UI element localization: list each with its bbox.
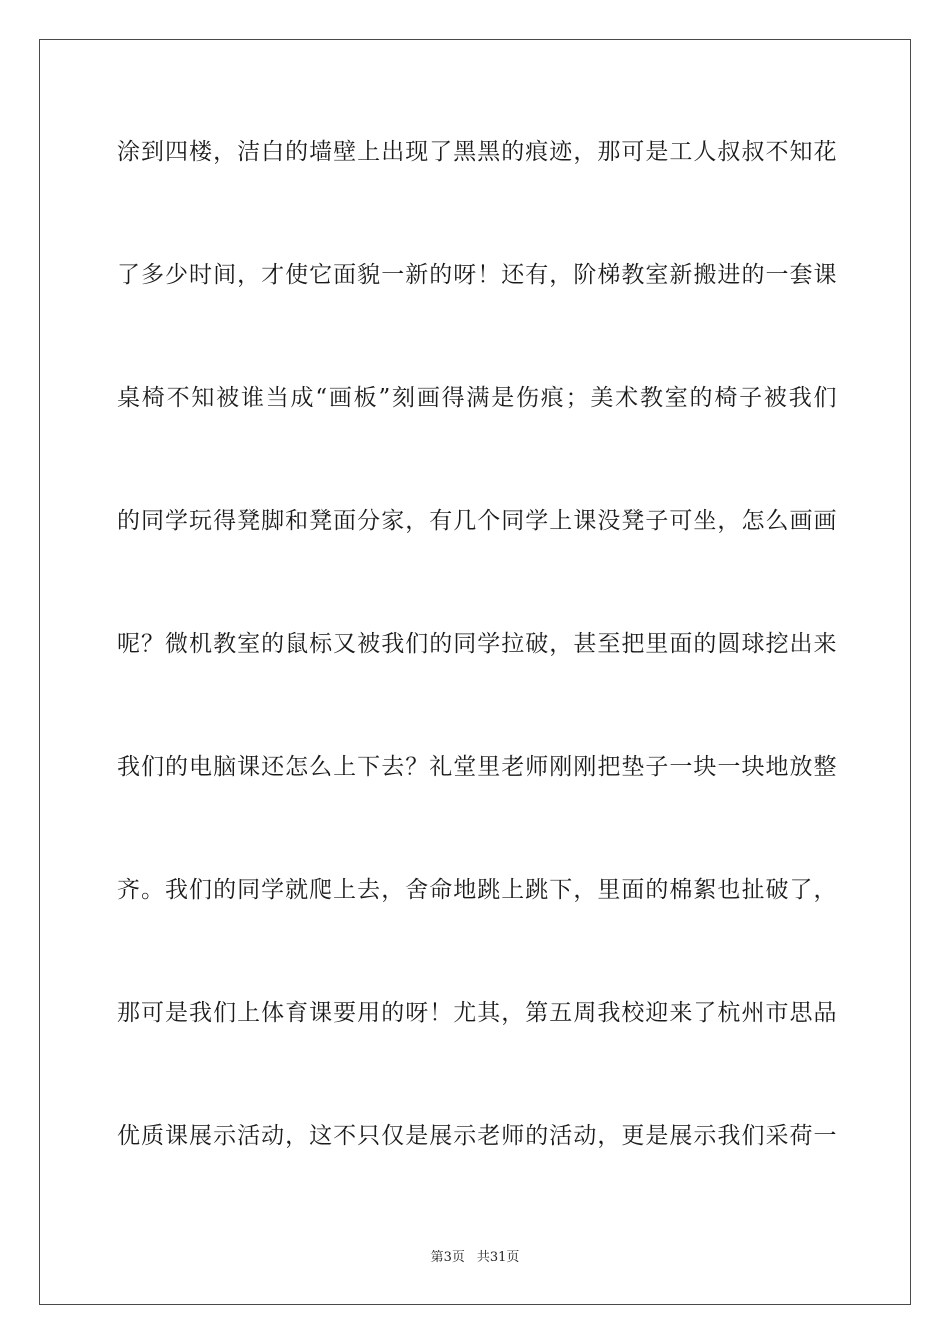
text-line-7: 齐。我们的同学就爬上去，舍命地跳上跳下，里面的棉絮也扯破了， [117,877,837,903]
text-line-4: 的同学玩得凳脚和凳面分家，有几个同学上课没凳子可坐，怎么画画 [117,508,837,534]
text-line-5: 呢？微机教室的鼠标又被我们的同学拉破，甚至把里面的圆球挖出来 [117,631,837,657]
text-line-3: 桌椅不知被谁当成“画板”刻画得满是伤痕；美术教室的椅子被我们 [117,385,837,411]
text-line-2: 了多少时间，才使它面貌一新的呀！还有，阶梯教室新搬进的一套课 [117,262,837,288]
document-body [117,130,837,1237]
text-line-1: 涂到四楼，洁白的墙壁上出现了黑黑的痕迹，那可是工人叔叔不知花 [117,139,837,165]
page-number: 第3页 [430,1250,465,1265]
page-footer [0,1246,950,1265]
total-pages: 共31页 [476,1250,520,1265]
text-line-8: 那可是我们上体育课要用的呀！尤其，第五周我校迎来了杭州市思品 [117,1000,837,1026]
text-line-9: 优质课展示活动，这不只仅是展示老师的活动，更是展示我们采荷一 [117,1123,837,1149]
text-line-6: 我们的电脑课还怎么上下去？礼堂里老师刚刚把垫子一块一块地放整 [117,754,837,780]
